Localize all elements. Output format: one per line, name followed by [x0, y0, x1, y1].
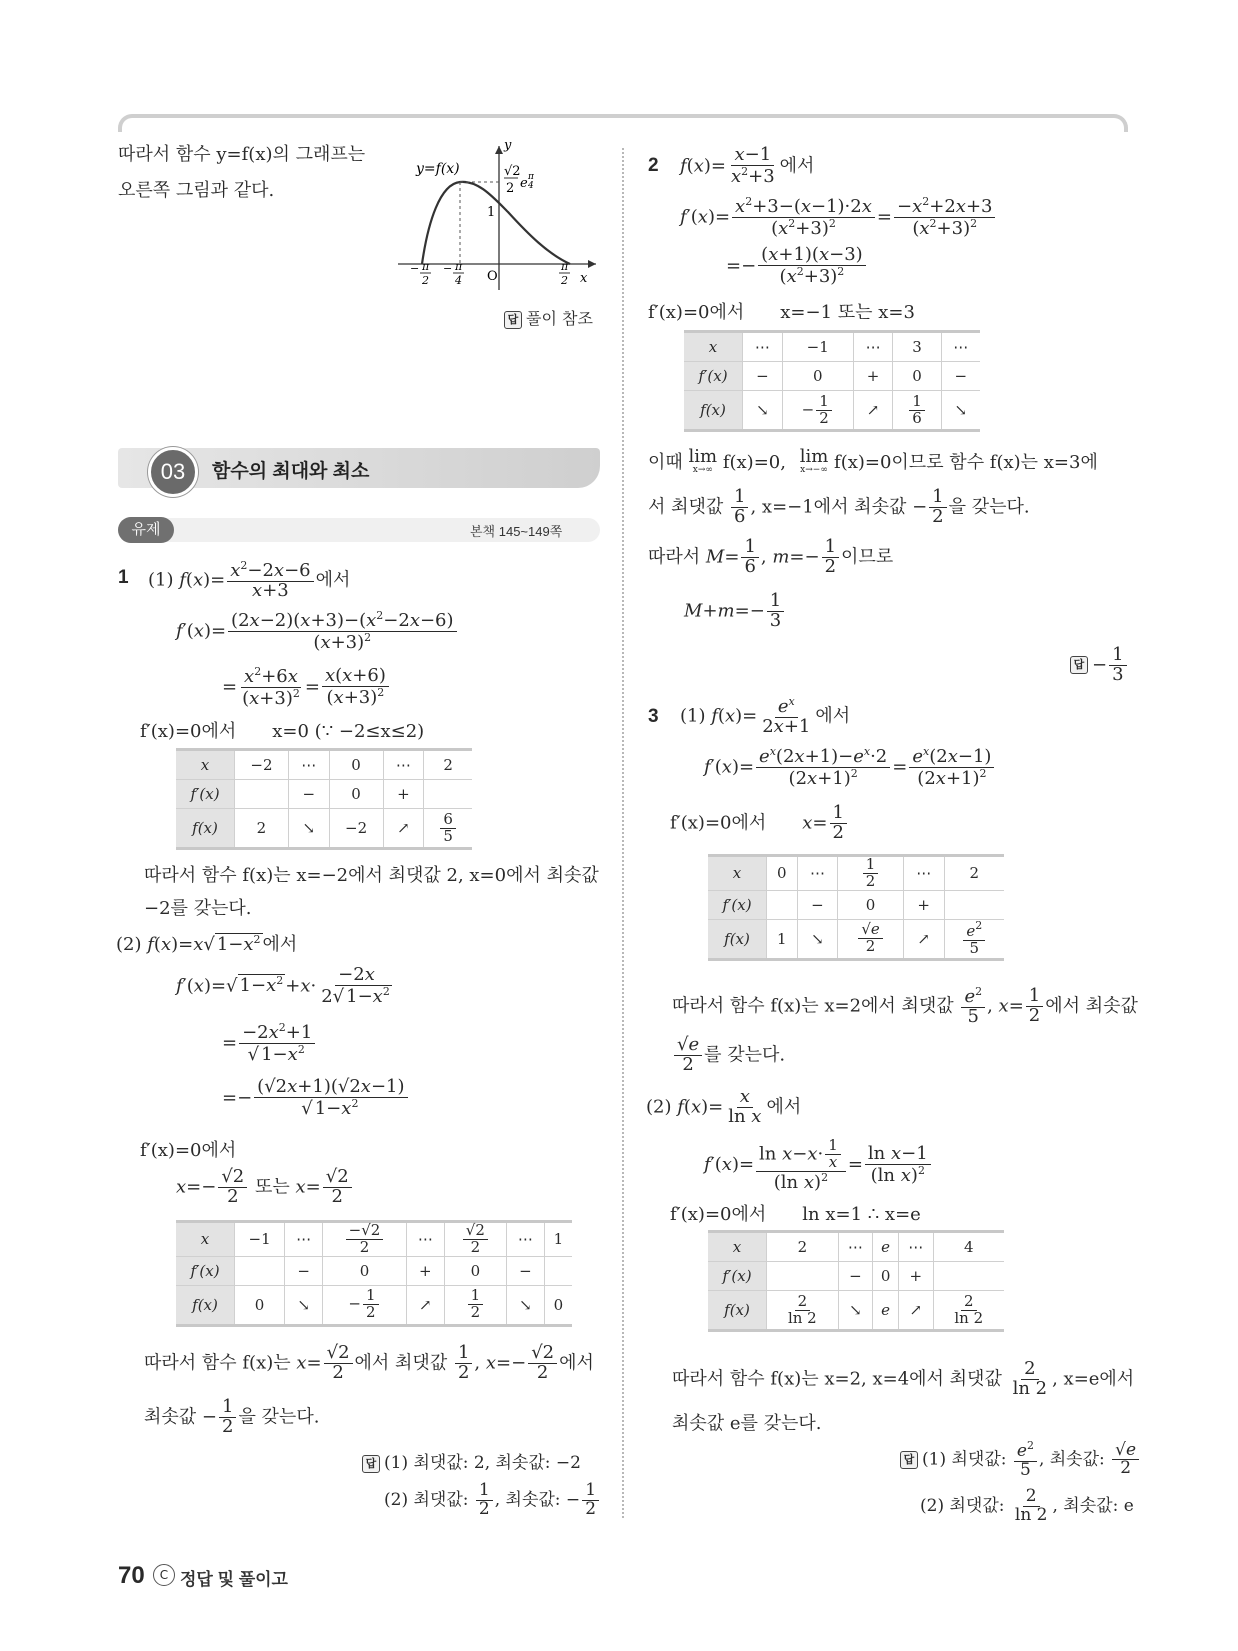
svg-text:2: 2 [422, 274, 429, 287]
x-axis-label: x [580, 271, 588, 286]
intro-answer: 답 풀이 참조 [504, 306, 593, 329]
section-title: 함수의 최대와 최소 [212, 461, 370, 482]
p3-table-2 [708, 1230, 1004, 1332]
table-row: f(x) ↘ − $\frac{1}{2}$ ↗ $\frac{1}{6}$ ↘ [684, 391, 980, 431]
max-label-den: 2 [506, 181, 515, 196]
svg-text:π: π [455, 260, 463, 273]
p1-derivative-2: = $\frac{x^2+6x}{(x+3)^2}$ = $\frac{x(x+6)}{(x+3)^2}$ [222, 666, 391, 709]
svg-text:2: 2 [561, 274, 568, 287]
p2-sum: M+m=− $\frac{1}{3}$ [684, 592, 786, 631]
p3-table-1 [708, 854, 1004, 961]
p1-derivative-5: =− $\frac{(√2x+1)(√2x-1)}{√ 1-x^2}$ [222, 1078, 410, 1119]
svg-text:4: 4 [455, 274, 462, 287]
p1-table-1 [176, 748, 472, 850]
p1-critical-values: x=− $\frac{√2}{2}$ 또는 x= $\frac{√2}{2}$ [176, 1168, 354, 1207]
table-row: f(x) 2 ↘ −2 ↗ $\frac{6}{5}$ [176, 809, 472, 849]
table-row: f(x) 1 ↘ $\frac{√e}{2}$ ↗ $\frac{e^2}{5}$ [708, 919, 1004, 959]
svg-text:4: 4 [528, 181, 534, 191]
section-number: 03 [148, 447, 198, 497]
y-tick-1: 1 [487, 205, 496, 220]
p3-answer-1: 답 (1) 최댓값: $\frac{e^2}{5}$ , 최솟값: $\frac{√e}{2}$ [900, 1440, 1141, 1480]
problem-1-number: 1 [118, 567, 129, 588]
table-row: x −1 ⋯ $\frac{-√2}{2}$ ⋯ $\frac{√2}{2}$ ⋯ 1 [176, 1222, 572, 1257]
p3-conclusion-1a: 따라서 함수 f(x)는 x=2에서 최댓값 $\frac{e^2}{5}$ , x= $\frac{1}{2}$ 에서 최솟값 [672, 985, 1138, 1027]
p1-derivative-3: f′(x)=√ $1-x^2 +x\cdot$ $\frac{-2x}{2√ 1-x^2}$ [176, 964, 390, 1007]
p3-conclusion-2b: 최솟값 e를 갖는다. [672, 1413, 822, 1434]
table-row: f′(x) − 0 + 0 − [176, 1256, 572, 1285]
p2-derivative-1: f′(x)= $\frac{x^2+3-(x-1)\cdot 2x}{(x^2+3)^2}$ = $\frac{-x^2+2x+3}{(x^2+3)^2}$ [680, 196, 997, 239]
p2-limit-text: 이때 lim x→∞ f(x)=0, lim x→−∞ f(x)=0이므로 함수 f(x)는 x=3에 [648, 446, 1098, 475]
p2-mm-text: 따라서 M= $\frac{1}{6}$ , m=− $\frac{1}{2}$ 이므로 [648, 536, 894, 577]
p3-derivative-2: f′(x)= ln x−x· $\frac{1}{x}$ (ln x)$^2$ = $\frac{\text{ln x−1}}{(\ln x)^2}$ [704, 1138, 933, 1192]
function-graph [398, 142, 598, 292]
top-rule [118, 114, 1128, 132]
p2-table [684, 330, 980, 432]
p1-answer-2: (2) 최댓값: $\frac{1}{2}$ , 최솟값: − $\frac{1}{2}$ [384, 1482, 601, 1519]
p3-conclusion-2a: 따라서 함수 f(x)는 x=2, x=4에서 최댓값 $\frac{2}{\ln 2}$ , x=e에서 [672, 1358, 1135, 1399]
svg-text:e: e [520, 176, 528, 191]
page-number: 70 [118, 1562, 145, 1589]
p1-conclusion-1b: −2를 갖는다. [144, 898, 252, 919]
p2-critical-text: f′(x)=0에서 x=−1 또는 x=3 [648, 302, 915, 323]
p2-max-min-text: 서 최댓값 $\frac{1}{6}$ , x=−1에서 최솟값 − $\frac{1}{2}$ 을 갖는다. [648, 486, 1030, 527]
intro-line-2: 오른쪽 그림과 같다. [118, 180, 275, 201]
p1-derivative-4: = $\frac{-2x^2+1}{√ 1-x^2}$ [222, 1022, 317, 1065]
column-divider [622, 148, 624, 1518]
table-row: f′(x) − 0 + 0 − [684, 362, 980, 391]
problem-3-number: 3 [648, 706, 659, 727]
p3-critical-text-2: f′(x)=0에서 ln x=1 ∴ x=e [670, 1204, 921, 1225]
svg-text:π: π [422, 260, 430, 273]
p1-answer-1: 답 (1) 최댓값: 2, 최솟값: −2 [362, 1448, 581, 1473]
max-label-num: √2 [504, 164, 521, 179]
p1-part1-function: (1) f(x)= $\frac{x^2-2x-6}{x+3}$ 에서 [148, 559, 351, 601]
footer-title: 정답 및 풀이고 [180, 1570, 288, 1589]
curve-label: y=f(x) [416, 161, 460, 177]
svg-text:−: − [443, 262, 453, 275]
p2-answer: 답 − $\frac{1}{3}$ [1070, 646, 1129, 685]
yuje-label: 유제 [118, 517, 174, 543]
p1-critical-text-2: f′(x)=0에서 [140, 1140, 237, 1161]
p3-part2-function: (2) f(x)= $\frac{x}{\text{ln x}}$ 에서 [646, 1086, 802, 1127]
table-row: f(x) $\frac{2}{\ln 2}$ ↘ e ↗ $\frac{2}{\ln 2}$ [708, 1291, 1004, 1331]
svg-text:π: π [528, 172, 534, 182]
p1-conclusion-2a: 따라서 함수 f(x)는 x= $\frac{√2}{2}$ 에서 최댓값 $\frac{1}{2}$ , x=− $\frac{√2}{2}$ 에서 [144, 1342, 594, 1383]
svg-text:π: π [561, 260, 569, 273]
p3-derivative-1: f′(x)= $\frac{e^x(2x+1)-e^x\cdot 2}{(2x+1)^2}$ = $\frac{e^x(2x-1)}{(2x+1)^2}$ [704, 746, 996, 789]
origin-label: O [487, 269, 498, 284]
table-row: x 2 ⋯ e ⋯ 4 [708, 1232, 1004, 1262]
intro-line-1: 따라서 함수 y=f(x)의 그래프는 [118, 144, 366, 165]
p1-part2-function: (2) f(x)=x√ $1-x^2$ 에서 [116, 933, 298, 955]
table-row: f(x) 0 ↘ − $\frac{1}{2}$ ↗ $\frac{1}{2}$ ↘ 0 [176, 1285, 572, 1325]
table-row: x 0 ⋯ $\frac{1}{2}$ ⋯ 2 [708, 856, 1004, 891]
p2-derivative-2: =− $\frac{(x+1)(x-3)}{(x^2+3)^2}$ [726, 246, 868, 287]
yuje-reference: 본책 145~149쪽 [470, 524, 563, 539]
table-row: x ⋯ −1 ⋯ 3 ⋯ [684, 332, 980, 362]
problem-2-number: 2 [648, 155, 659, 176]
answer-mark-icon: 답 [504, 311, 522, 329]
copyright-c-icon: C [153, 1564, 175, 1586]
p1-conclusion-1a: 따라서 함수 f(x)는 x=−2에서 최댓값 2, x=0에서 최솟값 [144, 865, 599, 886]
p1-table-2 [176, 1220, 572, 1327]
p3-critical-text-1: f′(x)=0에서 x= $\frac{1}{2}$ [670, 804, 849, 843]
p1-derivative-1: f′(x)= $\frac{(2x-2)(x+3)-(x^2-2x-6)}{(x+3)^2}$ [176, 610, 459, 653]
p1-conclusion-2b: 최솟값 − $\frac{1}{2}$ 을 갖는다. [144, 1396, 320, 1437]
p1-critical-text: f′(x)=0에서 x=0 (∵ −2≤x≤2) [140, 721, 425, 742]
p3-answer-2: (2) 최댓값: $\frac{2}{\ln 2}$ , 최솟값: e [920, 1486, 1134, 1525]
p2-function: f(x)= $\frac{x-1}{x^2+3}$ 에서 [680, 144, 815, 187]
p3-part1-function: (1) f(x)= $\frac{e^x}{2x+1}$ 에서 [680, 695, 851, 737]
svg-text:−: − [410, 262, 420, 275]
table-row: f′(x) − 0 + [708, 1262, 1004, 1291]
p3-conclusion-1b: $\frac{√e}{2}$ 를 갖는다. [672, 1036, 785, 1075]
answer-mark-icon: 답 [362, 1455, 380, 1473]
table-row: x −2 ⋯ 0 ⋯ 2 [176, 750, 472, 780]
y-axis-label: y [504, 142, 512, 153]
table-row: f′(x) − 0 + [176, 780, 472, 809]
answer-mark-icon: 답 [900, 1451, 918, 1469]
table-row: f′(x) − 0 + [708, 890, 1004, 919]
answer-mark-icon: 답 [1070, 656, 1088, 674]
